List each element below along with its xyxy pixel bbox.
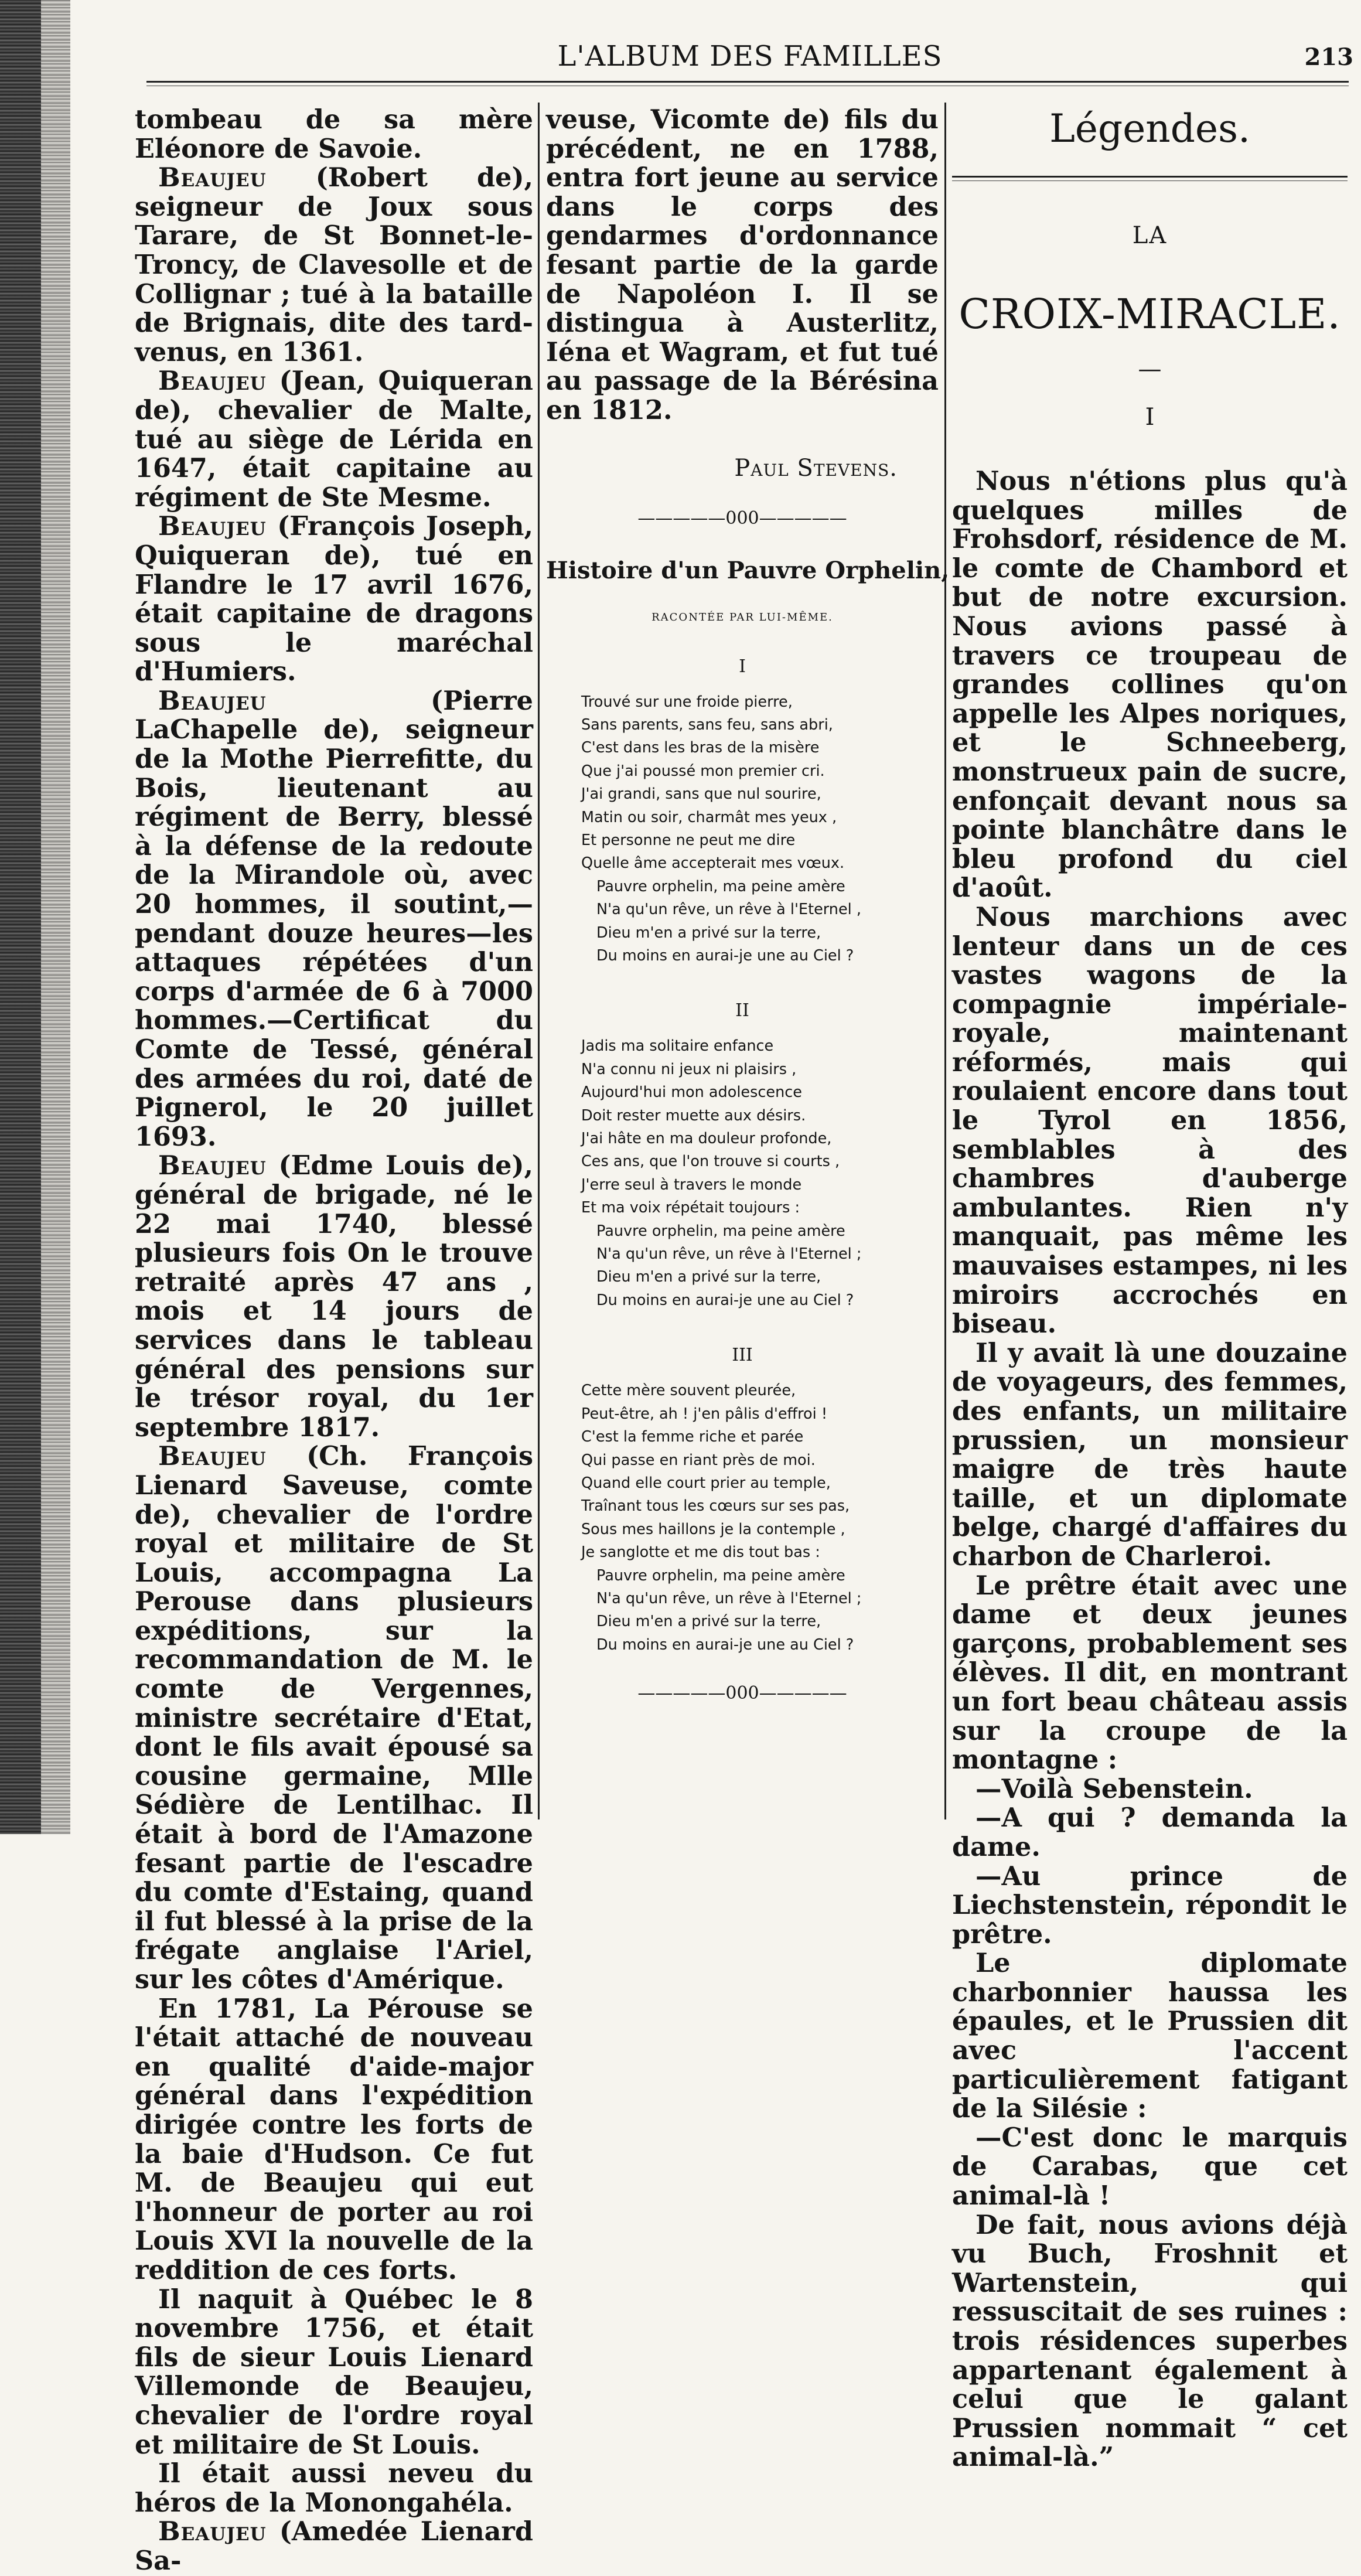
verse-line: N'a qu'un rêve, un rêve à l'Eternel , [596, 901, 861, 919]
entry-text: (Edme Louis de), général de brigade, né le 22 mai 1740, blessé plusieurs fois On le trouve retraité après 47 ans , mois et 14 jours de services dans le tableau général des pensions sur le trésor royal, du 1er septembre 1817. [135, 1150, 533, 1443]
verse-line: C'est la femme riche et parée [581, 1428, 804, 1446]
entry-name: Beaujeu [158, 1441, 267, 1472]
poem-subtitle: RACONTÉE PAR LUI-MÊME. [651, 611, 833, 623]
author-signature: Paul Stevens. [734, 454, 898, 482]
col1-paragraph [135, 1151, 533, 1442]
stanza [546, 1035, 939, 1312]
story-paragraph: Le prêtre était avec une dame et deux jeunes garçons, probablement ses élèves. Il dit, en montrant un fort beau château assis sur la croupe de la montagne : [952, 1570, 1348, 1776]
page-header [146, 40, 1353, 75]
section-title: Légendes. [1049, 106, 1250, 151]
entry-name: Beaujeu [158, 511, 267, 542]
entry-name: Beaujeu [158, 2516, 267, 2547]
column-divider-2 [944, 103, 946, 1819]
col1-paragraph [135, 1442, 533, 1994]
verse-line: J'erre seul à travers le monde [581, 1175, 802, 1194]
column-2 [546, 104, 950, 1704]
header-rule [146, 81, 1349, 83]
verse-line: Et ma voix répétait toujours : [581, 1199, 800, 1217]
entry-name: Beaujeu [158, 366, 267, 397]
story-paragraph: —A qui ? demanda la dame. [952, 1802, 1348, 1862]
column-divider-1 [538, 103, 540, 1819]
title-dash: — [1138, 356, 1162, 383]
entry-name: Beaujeu [158, 1150, 267, 1181]
verse-line: Dieu m'en a privé sur la terre, [596, 1268, 821, 1286]
entry-text: Il était aussi neveu du héros de la Monongahéla. [135, 2458, 533, 2518]
verse-line: Et personne ne peut me dire [581, 831, 796, 849]
col1-paragraph [135, 2459, 533, 2517]
verse-line: Trouvé sur une froide pierre, [581, 693, 793, 711]
verse-line: Du moins en aurai-je une au Ciel ? [596, 1635, 854, 1654]
verse-line: Matin ou soir, charmât mes yeux , [581, 808, 837, 826]
entry-text: (Robert de), seigneur de Joux sous Tarare, de St Bonnet-le-Troncy, de Clavesolle et de Collignar ; tué à la bataille de Brignais, dite des tard-venus, en 1361. [135, 162, 533, 367]
col1-paragraph [135, 512, 533, 687]
col1-paragraph [135, 2517, 533, 2575]
verse-line: Sous mes haillons je la contemple , [581, 1520, 845, 1538]
verse-line: Pauvre orphelin, ma peine amère [596, 877, 845, 895]
entry-text: (Amedée Lienard Sa- [135, 2516, 533, 2576]
entry-text: (Pierre LaChapelle de), seigneur de la Mothe Pierrefitte, du Bois, lieutenant au régiment de Berry, blessé à la défense de la redoute de la Mirandole où, avec 20 hommes, il soutint,—pendant douze heures—les attaques répétées d'un corps d'armée de 6 à 7000 hommes.—Certificat du Comte de Tessé, général des armées du roi, daté de Pignerol, le 20 juillet 1693. [135, 685, 533, 1152]
verse-line: Doit rester muette aux désirs. [581, 1106, 806, 1125]
entry-text: Il naquit à Québec le 8 novembre 1756, et était fils de sieur Louis Lienard Villemonde de Beaujeu, chevalier de l'ordre royal et militaire de St Louis. [135, 2284, 533, 2460]
poem-stanzas [546, 656, 939, 1657]
story-paragraph: —Au prince de Liechstenstein, répondit le prêtre. [952, 1861, 1348, 1950]
verse-line: Quelle âme accepterait mes vœux. [581, 854, 845, 873]
entry-text: En 1781, La Pérouse se l'était attaché de nouveau en qualité d'aide-major général dans l'expédition dirigée contre les forts de la baie d'Hudson. Ce fut M. de Beaujeu qui eut l'honneur de porter au roi Louis XVI la nouvelle de la reddition de ces forts. [135, 1993, 533, 2285]
separator: —————000————— [637, 507, 847, 529]
col1-paragraph [135, 367, 533, 512]
verse-line: Que j'ai poussé mon premier cri. [581, 762, 825, 780]
col1-paragraph [135, 687, 533, 1152]
verse-line: N'a qu'un rêve, un rêve à l'Eternel ; [596, 1245, 862, 1263]
verse-line: Peut-être, ah ! j'en pâlis d'effroi ! [581, 1405, 828, 1423]
verse-line: Cette mère souvent pleurée, [581, 1382, 796, 1400]
chapter-numeral: I [1145, 404, 1155, 431]
col1-text [135, 105, 533, 2575]
story-title: CROIX-MIRACLE. [959, 290, 1341, 338]
verse-line: Pauvre orphelin, ma peine amère [596, 1222, 845, 1240]
entry-text: (Ch. François Lienard Saveuse, comte de), chevalier de l'ordre royal et militaire de St Louis, accompagna La Perouse dans plusieurs expéditions, sur la recommandation de M. le comte de Vergennes, ministre secrétaire d'Etat, dont le fils avait épousé sa cousine germaine, Mlle Sédière de Lentilhac. Il était à bord de l'Amazone fesant partie de l'escadre du comte d'Estaing, quand il fut blessé à la prise de la frégate anglaise l'Ariel, sur les côtes d'Amérique. [135, 1441, 533, 1995]
col1-paragraph [135, 2285, 533, 2460]
end-separator: —————000————— [637, 1683, 847, 1704]
entry-text: (Jean, Quiqueran de), chevalier de Malte, tué au siège de Lérida en 1647, était capitaine au régiment de Ste Mesme. [135, 366, 533, 513]
entry-text: tombeau de sa mère Eléonore de Savoie. [135, 104, 533, 164]
story-article: LA [1132, 222, 1168, 249]
verse-line: Pauvre orphelin, ma peine amère [596, 1566, 845, 1585]
col1-paragraph [135, 1995, 533, 2285]
column-3 [952, 105, 1348, 2472]
verse-line: Aujourd'hui mon adolescence [581, 1083, 802, 1102]
column-1 [135, 105, 533, 2575]
story-paragraph: De fait, nous avions déjà vu Buch, Froshnit et Wartenstein, qui ressuscitait de ses ruines : trois résidences superbes appartenant également à celui que le galant Prussien nommait “ cet animal-là.” [952, 2209, 1348, 2473]
verse-line: Dieu m'en a privé sur la terre, [596, 924, 821, 942]
stanza-numeral: I [739, 656, 746, 677]
verse-line: C'est dans les bras de la misère [581, 739, 820, 757]
verse-line: Dieu m'en a privé sur la terre, [596, 1613, 821, 1631]
poem-title: Histoire d'un Pauvre Orphelin, [546, 556, 950, 584]
stanza-numeral: III [732, 1345, 753, 1366]
story-paragraph: —C'est donc le marquis de Carabas, que cet animal-là ! [952, 2122, 1348, 2212]
col1-paragraph [135, 163, 533, 367]
story-paragraph: Le diplomate charbonnier haussa les épaules, et le Prussien dit avec l'accent particulièrement fatigant de la Silésie : [952, 1948, 1348, 2124]
book-binding-edge [0, 0, 41, 1834]
story-paragraph: —Voilà Sebenstein. [975, 1773, 1253, 1804]
col1-paragraph [135, 105, 533, 163]
entry-name: Beaujeu [158, 685, 267, 716]
running-title: L'ALBUM DES FAMILLES [557, 40, 943, 73]
section-rule [952, 176, 1348, 178]
stanza [546, 1379, 939, 1657]
verse-line: Du moins en aurai-je une au Ciel ? [596, 947, 854, 965]
verse-line: Sans parents, sans feu, sans abri, [581, 715, 833, 734]
verse-line: Du moins en aurai-je une au Ciel ? [596, 1291, 854, 1309]
verse-line: Je sanglotte et me dis tout bas : [581, 1543, 820, 1562]
verse-line: J'ai hâte en ma douleur profonde, [581, 1130, 832, 1148]
verse-line: Ces ans, que l'on trouve si courts , [581, 1153, 840, 1171]
story-paragraph: Il y avait là une douzaine de voyageurs, des femmes, des enfants, un militaire prussien, un monsieur maigre de très haute taille, et un diplomate belge, chargé d'affaires du charbon de Charleroi. [952, 1337, 1348, 1572]
col3-text [952, 467, 1348, 2472]
verse-line: Qui passe en riant près de moi. [581, 1451, 816, 1469]
entry-text: (François Joseph, Quiqueran de), tué en Flandre le 17 avril 1676, était capitaine de dragons sous le maréchal d'Humiers. [135, 511, 533, 687]
verse-line: Jadis ma solitaire enfance [581, 1037, 774, 1055]
section-rule-thin [952, 180, 1348, 181]
binding-shadow [41, 0, 70, 1834]
stanza [546, 691, 939, 968]
verse-line: Quand elle court prier au temple, [581, 1474, 831, 1492]
story-paragraph: Nous marchions avec lenteur dans un de ces vastes wagons de la compagnie impériale-royale, maintenant réformés, mais qui roulaient encore dans tout le Tyrol en 1856, semblables à des chambres d'auberge ambulantes. Rien n'y manquait, pas même les mauvaises estampes, ni les miroirs accrochés en biseau. [952, 901, 1348, 1340]
col2-intro [546, 105, 939, 425]
verse-line: Traînant tous les cœurs sur ses pas, [581, 1497, 850, 1515]
verse-line: N'a connu ni jeux ni plaisirs , [581, 1060, 797, 1078]
page-number: 213 [1304, 43, 1353, 71]
col2-intro-paragraph: veuse, Vicomte de) fils du précédent, ne en 1788, entra fort jeune au service dans le corps des gendarmes d'ordonnance fesant partie de la garde de Napoléon I. Il se distingua à Austerlitz, Iéna et Wagram, et fut tué au passage de la Bérésina en 1812. [546, 104, 939, 425]
stanza-numeral: II [735, 1000, 749, 1021]
verse-line: N'a qu'un rêve, un rêve à l'Eternel ; [596, 1589, 862, 1607]
story-paragraph: Nous n'étions plus qu'à quelques milles de Frohsdorf, résidence de M. le comte de Chambord et but de notre excursion. Nous avions passé à travers ce troupeau de grandes collines qu'on appelle les Alpes noriques, et le Schneeberg, monstrueux pain de sucre, enfonçait devant nous sa pointe blanchâtre dans le bleu profond du ciel d'août. [952, 466, 1348, 904]
verse-line: J'ai grandi, sans que nul sourire, [581, 785, 821, 803]
entry-name: Beaujeu [158, 162, 267, 193]
